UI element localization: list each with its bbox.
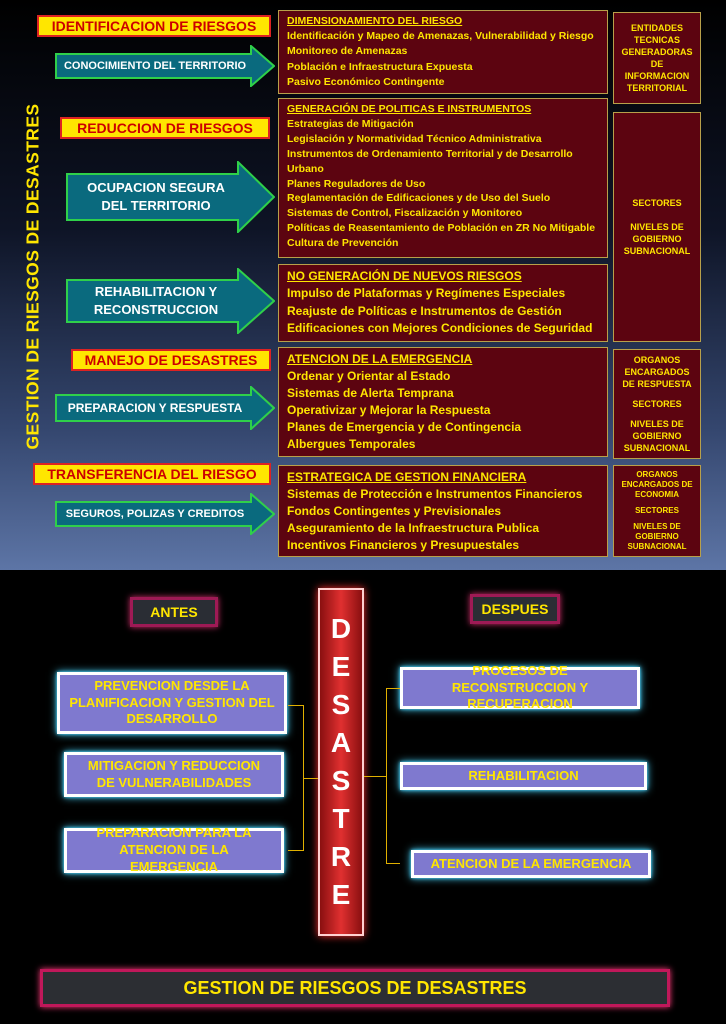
antes-bracket bbox=[288, 705, 304, 851]
box-dimensionamiento: DIMENSIONAMIENTO DEL RIESGO Identificación y Mapeo de Amenazas, Vulnerabilidad y Riesgo Monitoreo de Amenazas Población e Infraestructura Expuesta Pasivo Económico Contingente bbox=[278, 10, 608, 94]
vertical-title: GESTION DE RIESGOS DE DESASTRES bbox=[22, 103, 43, 449]
side-box-entidades: ENTIDADES TECNICAS GENERADORAS DE INFORMACION TERRITORIAL bbox=[613, 12, 701, 104]
despues-bracket bbox=[386, 688, 400, 864]
arrow-preparacion: PREPARACION Y RESPUESTA bbox=[55, 386, 275, 430]
box-financiera: ESTRATEGICA DE GESTION FINANCIERA Sistemas de Protección e Instrumentos Financieros Fondos Contingentes y Previsionales Aseguramiento de la Infraestructura Publica Incentivos Financieros y Presupuestales bbox=[278, 465, 608, 557]
footer-title: GESTION DE RIESGOS DE DESASTRES bbox=[40, 969, 670, 1007]
side-box-respuesta: ORGANOS ENCARGADOS DE RESPUESTA SECTORES NIVELES DE GOBIERNO SUBNACIONAL bbox=[613, 349, 701, 459]
antes-item-preparacion: PREPARACION PARA LA ATENCION DE LA EMERGENCIA bbox=[64, 828, 284, 873]
despues-item-atencion: ATENCION DE LA EMERGENCIA bbox=[411, 850, 651, 878]
side-box-sectores: SECTORES NIVELES DE GOBIERNO SUBNACIONAL bbox=[613, 112, 701, 342]
arrow-ocupacion: OCUPACION SEGURA DEL TERRITORIO bbox=[66, 161, 275, 233]
arrow-rehabilitacion: REHABILITACION Y RECONSTRUCCION bbox=[66, 268, 275, 334]
arrow-seguros: SEGUROS, POLIZAS Y CREDITOS bbox=[55, 493, 275, 535]
despues-label: DESPUES bbox=[470, 594, 560, 624]
side-box-economia: ORGANOS ENCARGADOS DE ECONOMIA SECTORES NIVELES DE GOBIERNO SUBNACIONAL bbox=[613, 465, 701, 557]
box-politicas: GENERACIÓN DE POLITICAS E INSTRUMENTOS Estrategias de Mitigación Legislación y Normatividad Técnico Administrativa Instrumentos de Ordenamiento Territorial y de Desarrollo Urbano Planes Reguladores de Uso Reglamentación de Edificaciones y de Uso del Suelo Sistemas de Control, Fiscalización y Monitoreo Políticas de Reasentamiento de Población en ZR No Mitigable Cultura de Prevención bbox=[278, 98, 608, 258]
antes-item-mitigacion: MITIGACION Y REDUCCION DE VULNERABILIDADES bbox=[64, 752, 284, 797]
section-label-identificacion: IDENTIFICACION DE RIESGOS bbox=[37, 15, 271, 37]
despues-item-reconstruccion: PROCESOS DE RECONSTRUCCION Y RECUPERACION bbox=[400, 667, 640, 709]
box-nuevos-riesgos: NO GENERACIÓN DE NUEVOS RIESGOS Impulso de Plataformas y Regímenes Especiales Reajuste de Políticas e Instrumentos de Gestión Edificaciones con Mejores Condiciones de Seguridad bbox=[278, 264, 608, 342]
section-label-transferencia: TRANSFERENCIA DEL RIESGO bbox=[33, 463, 271, 485]
section-label-manejo: MANEJO DE DESASTRES bbox=[71, 349, 271, 371]
arrow-conocimiento: CONOCIMIENTO DEL TERRITORIO bbox=[55, 45, 275, 87]
box-atencion: ATENCION DE LA EMERGENCIA Ordenar y Orientar al Estado Sistemas de Alerta Temprana Operativizar y Mejorar la Respuesta Planes de Emergencia y de Contingencia Albergues Temporales bbox=[278, 347, 608, 457]
section-label-reduccion: REDUCCION DE RIESGOS bbox=[60, 117, 270, 139]
desastre-column: D E S A S T R E bbox=[318, 588, 364, 936]
antes-bracket-link bbox=[304, 778, 318, 779]
despues-bracket-link bbox=[364, 776, 386, 777]
antes-label: ANTES bbox=[130, 597, 218, 627]
antes-item-prevencion: PREVENCION DESDE LA PLANIFICACION Y GESTION DEL DESARROLLO bbox=[57, 672, 287, 734]
despues-item-rehabilitacion: REHABILITACION bbox=[400, 762, 647, 790]
box-header: DIMENSIONAMIENTO DEL RIESGO bbox=[287, 15, 463, 27]
